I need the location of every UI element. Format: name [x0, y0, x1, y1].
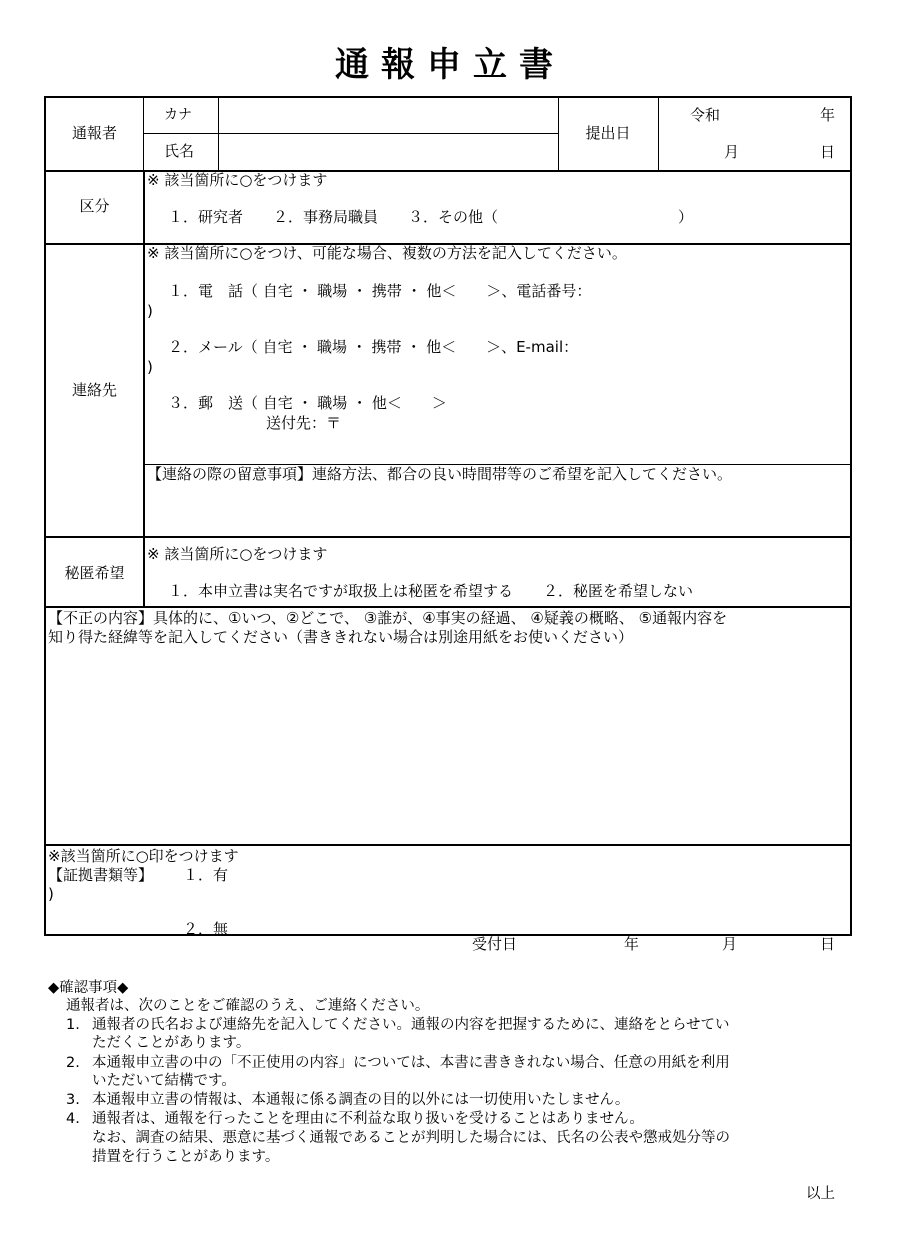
contact-note: ※ 該当箇所に○をつけ、可能な場合、複数の方法を記入してください。: [147, 244, 627, 262]
day-label: 日: [820, 143, 836, 161]
divider: [143, 133, 558, 134]
received-month: 月: [722, 935, 738, 953]
confirmation-item-number: 3.: [66, 1092, 80, 1108]
misconduct-line1: 【不正の内容】具体的に、①いつ、②どこで、 ③誰が、④事実の経過、 ④疑義の概略、 ⑤通報内容を: [48, 609, 728, 627]
category-label: 区分: [79, 197, 110, 215]
confirmation-item-4-cont: 措置を行うことがあります。: [92, 1149, 280, 1165]
evidence-label: 【証拠書類等】: [48, 866, 154, 884]
confirmation-item-number: 4.: [66, 1111, 80, 1127]
submit-date-label: 提出日: [585, 124, 631, 142]
kana-label: カナ: [164, 107, 192, 123]
contact-remarks[interactable]: 【連絡の際の留意事項】連絡方法、都合の良い時間帯等のご希望を記入してください。: [147, 465, 733, 483]
category-note: ※ 該当箇所に○をつけます: [147, 171, 328, 189]
evidence-yes[interactable]: １．有: [183, 866, 229, 884]
received-label: 受付日: [472, 935, 518, 953]
confirmation-item-number: 2.: [66, 1055, 80, 1071]
received-year: 年: [624, 935, 640, 953]
confirmation-item-4-cont: なお、調査の結果、悪意に基づく通報であることが判明した場合には、氏名の公表や懲戒処分等の: [92, 1130, 730, 1146]
confirmation-item-3: 本通報申立書の情報は、本通報に係る調査の目的以外には一切使用いたしません。: [92, 1092, 630, 1108]
confirmation-item-1: 通報者の氏名および連絡先を記入してください。通報の内容を把握するために、連絡をとらせてい: [92, 1017, 730, 1033]
report-form: [44, 96, 852, 936]
year-label: 年: [820, 106, 836, 124]
contact-post[interactable]: ３．郵 送（ 自宅 ・ 職場 ・ 他＜ ＞: [168, 394, 447, 412]
contact-phone-close: ): [147, 302, 153, 320]
divider: [46, 536, 852, 538]
name-field[interactable]: [226, 138, 554, 166]
divider: [218, 98, 219, 170]
kana-field[interactable]: [226, 102, 554, 130]
divider: [143, 98, 144, 170]
evidence-close: ): [48, 885, 54, 903]
category-options[interactable]: １．研究者 ２．事務局職員 ３．その他（ ）: [168, 208, 694, 226]
misconduct-content-area[interactable]: [50, 650, 848, 840]
contact-mail[interactable]: ２．メール（ 自宅 ・ 職場 ・ 携帯 ・ 他＜ ＞、E-mail：: [168, 338, 579, 356]
divider: [143, 170, 145, 606]
divider: [46, 844, 852, 846]
evidence-no[interactable]: ２．無: [183, 920, 229, 938]
name-label: 氏名: [164, 142, 195, 160]
anonymity-note: ※ 該当箇所に○をつけます: [147, 545, 328, 563]
page-title: 通報申立書: [335, 45, 565, 85]
end-mark: 以上: [806, 1186, 835, 1202]
divider: [658, 98, 659, 170]
received-day: 日: [820, 935, 836, 953]
misconduct-line2: 知り得た経緯等を記入してください（書ききれない場合は別途用紙をお使いください）: [48, 628, 634, 646]
confirmation-intro: 通報者は、次のことをご確認のうえ、ご連絡ください。: [66, 998, 430, 1014]
divider: [46, 606, 852, 608]
confirmation-item-2-cont: いただいて結構です。: [92, 1073, 236, 1089]
confirmation-heading: ◆確認事項◆: [48, 980, 129, 996]
contact-label: 連絡先: [71, 381, 117, 399]
contact-post-destination[interactable]: 送付先：〒: [266, 414, 342, 432]
confirmation-item-number: 1.: [66, 1017, 80, 1033]
contact-mail-close: ): [147, 358, 153, 376]
confirmation-item-2: 本通報申立書の中の「不正使用の内容」については、本書に書ききれない場合、任意の用紙を利用: [92, 1055, 730, 1071]
contact-phone[interactable]: １．電 話（ 自宅 ・ 職場 ・ 携帯 ・ 他＜ ＞、電話番号：: [168, 282, 592, 300]
anonymity-options[interactable]: １．本申立書は実名ですが取扱上は秘匿を希望する ２．秘匿を希望しない: [168, 582, 694, 600]
anonymity-label: 秘匿希望: [64, 564, 125, 582]
reporter-label: 通報者: [71, 124, 117, 142]
evidence-note: ※該当箇所に○印をつけます: [48, 847, 239, 865]
era-label: 令和: [690, 106, 721, 124]
month-label: 月: [724, 143, 740, 161]
confirmation-item-4: 通報者は、通報を行ったことを理由に不利益な取り扱いを受けることはありません。: [92, 1111, 644, 1127]
confirmation-item-1-cont: ただくことがあります。: [92, 1035, 251, 1051]
